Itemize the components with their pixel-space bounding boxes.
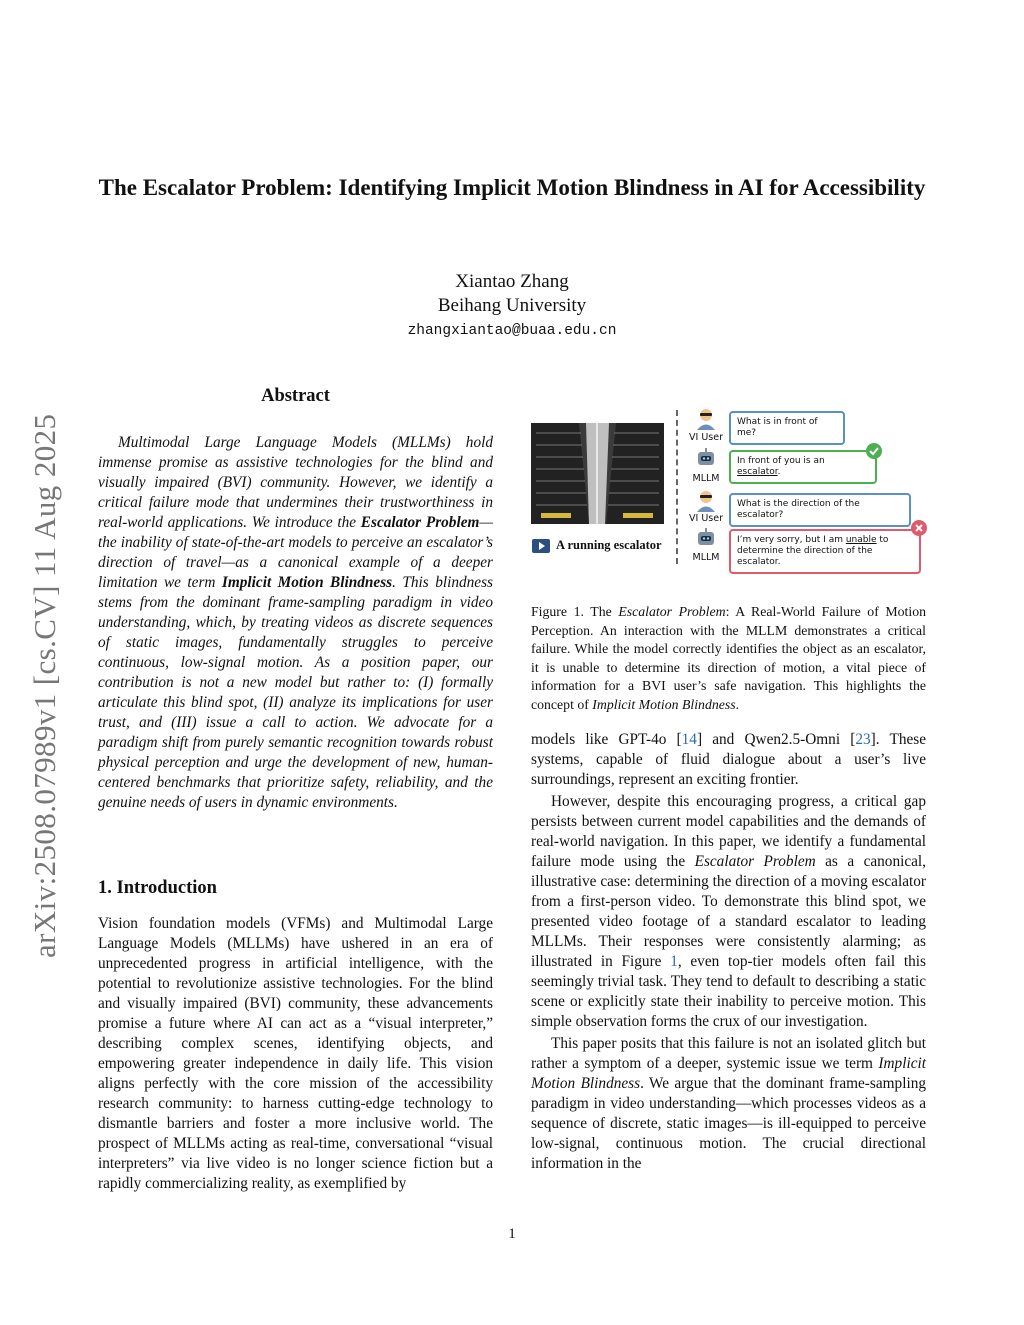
text-run: models like GPT-4o [ xyxy=(531,731,682,748)
page-number: 1 xyxy=(508,1226,516,1242)
error-x-icon xyxy=(911,520,927,536)
caption-prefix: Figure 1. The xyxy=(531,604,619,619)
user-avatar-icon xyxy=(694,488,718,512)
caption-term: Escalator Problem xyxy=(618,604,726,619)
user-avatar-icon xyxy=(694,406,718,430)
role-label-model: MLLM xyxy=(692,473,720,484)
robot-avatar-icon xyxy=(694,447,718,471)
paper-title: The Escalator Problem: Identifying Implicit Motion Blindness in AI for Accessibility xyxy=(98,175,926,200)
arxiv-stamp: arXiv:2508.07989v1 [cs.CV] 11 Aug 2025 xyxy=(27,413,62,958)
intro-heading: 1. Introduction xyxy=(98,878,217,898)
intro-paragraph-2 xyxy=(531,792,926,1032)
abstract-heading: Abstract xyxy=(261,386,330,406)
author-email: zhangxiantao@buaa.edu.cn xyxy=(407,323,617,339)
text-run: However, despite this encouraging progress, a critical gap persists between current model capabilities and the demands of real-world navigation. In this paper, we identify a fundamental failure mode using the xyxy=(531,793,926,870)
intro-paragraph-1-continued xyxy=(531,730,926,790)
role-label-user: VI User xyxy=(689,432,723,443)
term-escalator-problem: Escalator Problem xyxy=(694,853,816,870)
text-run: . We argue that the dominant frame-sampling paradigm in video understanding—which processes videos as a sequence of discrete, static images—is ill-equipped to perceive low-signal, continuous motion. The crucial directional information in the xyxy=(531,1075,926,1172)
escalator-video-frame xyxy=(531,423,664,524)
citation-link[interactable]: 14 xyxy=(681,731,697,748)
term-implicit-motion-blindness: Implicit Motion Blindness xyxy=(531,1055,926,1092)
text-run: , even top-tier models often fail this seemingly trivial task. They tend to default to describing a static scene or explicitly state their inability to perceive motion. This simple observation forms the crux of our investigation. xyxy=(531,953,927,1030)
role-label-model: MLLM xyxy=(692,552,720,563)
intro-paragraph-3 xyxy=(531,1034,926,1174)
figure-reference-link[interactable]: 1 xyxy=(670,953,678,970)
answer-1-prefix: In front of you is an xyxy=(737,456,825,466)
answer-1-keyword: escalator xyxy=(737,467,778,477)
answer-2-keyword: unable xyxy=(845,535,877,545)
checkmark-icon xyxy=(866,443,882,459)
caption-suffix: . xyxy=(735,696,740,712)
question-bubble-2: What is the direction of the escalator? xyxy=(729,493,911,527)
abstract-text-1: Multimodal Large Language Models (MLLMs) hold immense promise as assistive technologies for the blind and visually impaired (BVI) community. However, we identify a critical failure mode that undermines their trustworthiness in real-world applications. We introduce the xyxy=(98,434,493,531)
text-run: ] and Qwen2.5-Omni [ xyxy=(696,731,856,748)
author-name: Xiantao Zhang xyxy=(455,271,569,292)
escalator-illustration xyxy=(531,423,664,524)
right-column-body xyxy=(531,730,926,1174)
text-run: This paper posits that this failure is not an isolated glitch but rather a symptom of a deeper, systemic issue we term xyxy=(531,1035,926,1072)
caption-body: : A Real-World Failure of Motion Perception. An interaction with the MLLM demonstrates a critical failure. While the model correctly identifies the object as an escalator, it is unable to determine its direction of motion, a vital piece of information for a BVI user’s safe navigation. This highlights the concept of xyxy=(531,604,926,712)
video-label: A running escalator xyxy=(556,538,662,552)
caption-term-2: Implicit Motion Blindness xyxy=(592,696,736,712)
intro-paragraph-1: Vision foundation models (VFMs) and Multimodal Large Language Models (MLLMs) have ushered in an era of unprecedented progress in artificial intelligence, with the potential to revolutionize assistive technologies. For the blind and visually impaired (BVI) community, these advancements promise a future where AI can act as a “visual interpreter,” describing complex scenes, identifying objects, and empowering greater independence in daily life. This vision aligns perfectly with the core mission of the accessibility research community: to harness cutting-edge technology to dismantle barriers and foster a more inclusive world. The prospect of MLLMs acting as real-time, conversational “visual interpreters” via live video is no longer science fiction but a rapidly commercializing reality, as exemplified by xyxy=(98,915,493,1192)
answer-2-prefix: I’m very sorry, but I am xyxy=(737,535,846,545)
author-affiliation: Beihang University xyxy=(437,295,587,316)
answer-1-suffix: . xyxy=(777,467,781,477)
intro-body xyxy=(98,914,493,1194)
role-label-user: VI User xyxy=(689,513,723,524)
text-run: ]. These systems, capable of fluid dialogue about a user’s live surroundings, represent an exciting frontier. xyxy=(531,731,927,788)
abstract-body xyxy=(98,433,493,813)
answer-bubble-1 xyxy=(729,450,877,484)
figure-divider xyxy=(676,410,678,564)
abstract-text-3: . This blindness stems from the dominant frame-sampling paradigm in video understanding, which, by treating videos as discrete sequences of static images, fundamentally struggles to perceive continuous, low-signal motion. As a position paper, our contribution is not a new model but rather to: (I) formally articulate this blind spot, (II) analyze its implications for user trust, and (III) issue a call to action. We advocate for a paradigm shift from purely semantic recognition towards robust physical perception and urge the development of new, human-centered benchmarks that prioritize safety, reliability, and the genuine needs of users in dynamic environments. xyxy=(98,574,494,811)
answer-2-suffix: to determine the direction of the escalator. xyxy=(737,535,889,567)
robot-avatar-icon xyxy=(694,527,718,551)
figure-caption xyxy=(531,603,926,714)
abstract-text-2: —the inability of state-of-the-art models to perceive an escalator’s direction of travel—as a canonical example of a deeper limitation we term xyxy=(98,514,493,591)
answer-bubble-2 xyxy=(729,529,921,574)
abstract-term-blindness: Implicit Motion Blindness xyxy=(221,574,393,591)
abstract-term-escalator: Escalator Problem xyxy=(360,514,480,531)
citation-link[interactable]: 23 xyxy=(855,731,871,748)
question-bubble-1: What is in front of me? xyxy=(729,411,845,445)
text-run: as a canonical, illustrative case: determining the direction of a moving escalator from a first-person video. To demonstrate this blind spot, we presented video footage of a standard escalator to leading MLLMs. Their responses were consistently alarming; as illustrated in Figure xyxy=(531,853,926,970)
video-play-icon xyxy=(532,539,550,553)
